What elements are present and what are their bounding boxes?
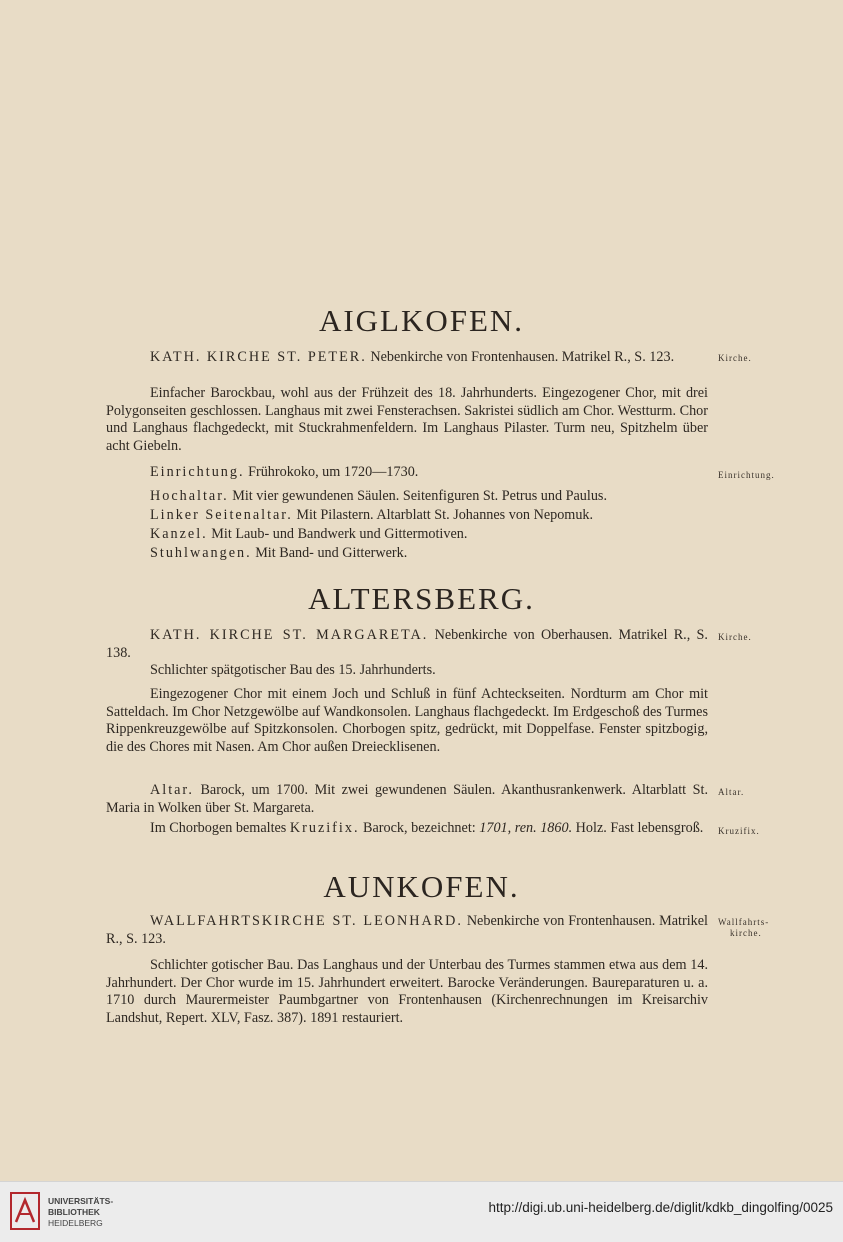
margin-note-wallfahrts: Wallfahrts- [718, 917, 770, 927]
viewer-footer [0, 1181, 843, 1242]
paragraph-hochaltar: Hochaltar. Mit vier gewundenen Säulen. Seitenfiguren St. Petrus und Paulus. [150, 488, 607, 504]
margin-note-kirche: kirche. [730, 928, 762, 938]
margin-note-kruzifix: Kruzifix. [718, 826, 760, 836]
section-title-aunkofen: AUNKOFEN. [323, 869, 520, 904]
section-title-altersberg: ALTERSBERG. [308, 581, 535, 616]
margin-note-kirche: Kirche. [718, 353, 752, 363]
logo-text: UNIVERSITÄTS- BIBLIOTHEK HEIDELBERG [48, 1196, 114, 1228]
paragraph-aiglkofen-description: Einfacher Barockbau, wohl aus der Frühzeit des 18. Jahrhunderts. Eingezogener Chor, mit drei Polygonseiten geschlossen. Langhaus mit zwei Fensterachsen. Sakristei südlich am Chor. Westturm. Chor und Langhaus flachgedeckt, mit Stuckrahmenfeldern. Im Langhaus Pilaster. Turm neu, Spitzhelm über acht Giebeln. [106, 385, 708, 454]
church-name: KATH. KIRCHE ST. MARGARETA. [150, 627, 429, 643]
paragraph-aunkofen-description: Schlichter gotischer Bau. Das Langhaus und der Unterbau des Turmes stammen etwa aus dem 14. Jahrhundert. Der Chor wurde im 15. Jahrhundert erweitert. Barocke Veränderungen. Baureparaturen u. a. 1710 durch Maurermeister Paumbgartner von Frontenhausen (Kirchenrechnungen im Kreisarchiv Landshut, Repert. XLV, Fasz. 387). 1891 restauriert. [106, 957, 708, 1026]
paragraph-altersberg-intro: Schlichter spätgotischer Bau des 15. Jahrhunderts. [150, 662, 436, 678]
paragraph-altersberg-description: Eingezogener Chor mit einem Joch und Schluß in fünf Achteckseiten. Nordturm am Chor mit Satteldach. Im Chor Netzgewölbe auf Wandkonsolen. Langhaus flachgedeckt. Im Erdgeschoß des Turmes Rippenkreuzgewölbe auf Spitzkonsolen. Chorbogen spitz, gedrückt, mit Doppelfase. Fenster spitzbogig, die des Chores mit Nasen. Am Chor außen Dreiecklisenen. [106, 686, 708, 755]
paragraph-kanzel: Kanzel. Mit Laub- und Bandwerk und Gittermotiven. [150, 526, 468, 542]
paragraph-stuhlwangen: Stuhlwangen. Mit Band- und Gitterwerk. [150, 545, 408, 561]
university-library-logo[interactable] [10, 1192, 130, 1232]
library-seal-icon [10, 1192, 40, 1230]
paragraph-seitenaltar: Linker Seitenaltar. Mit Pilastern. Altarblatt St. Johannes von Nepomuk. [150, 507, 594, 523]
margin-note-kirche: Kirche. [718, 632, 752, 642]
paragraph-aiglkofen-heading: KATH. KIRCHE ST. PETER. Nebenkirche von Frontenhausen. Matrikel R., S. 123. [150, 349, 675, 365]
margin-note-altar: Altar. [718, 787, 745, 797]
church-name: KATH. KIRCHE ST. PETER. [150, 349, 367, 365]
paragraph-altar: Altar. Barock, um 1700. Mit zwei gewundenen Säulen. Akanthusrankenwerk. Altarblatt St. Maria in Wolken über St. Margareta. [106, 782, 708, 816]
section-title-aiglkofen: AIGLKOFEN. [318, 303, 525, 338]
paragraph-einrichtung: Einrichtung. Frührokoko, um 1720—1730. [150, 464, 419, 480]
paragraph-aunkofen-heading: WALLFAHRTSKIRCHE ST. LEONHARD. Nebenkirche von Frontenhausen. Matrikel R., S. 123. [106, 913, 708, 947]
margin-note-einrichtung: Einrichtung. [718, 470, 775, 480]
paragraph-altersberg-heading: KATH. KIRCHE ST. MARGARETA. Nebenkirche von Oberhausen. Matrikel R., S. 138. [106, 627, 708, 661]
paragraph-kruzifix: Im Chorbogen bemaltes Kruzifix. Barock, bezeichnet: 1701, ren. 1860. Holz. Fast lebensgroß. [150, 820, 704, 836]
church-name: WALLFAHRTSKIRCHE ST. LEONHARD. [150, 913, 463, 929]
page-url[interactable]: http://digi.ub.uni-heidelberg.de/diglit/kdkb_dingolfing/0025 [488, 1200, 833, 1215]
